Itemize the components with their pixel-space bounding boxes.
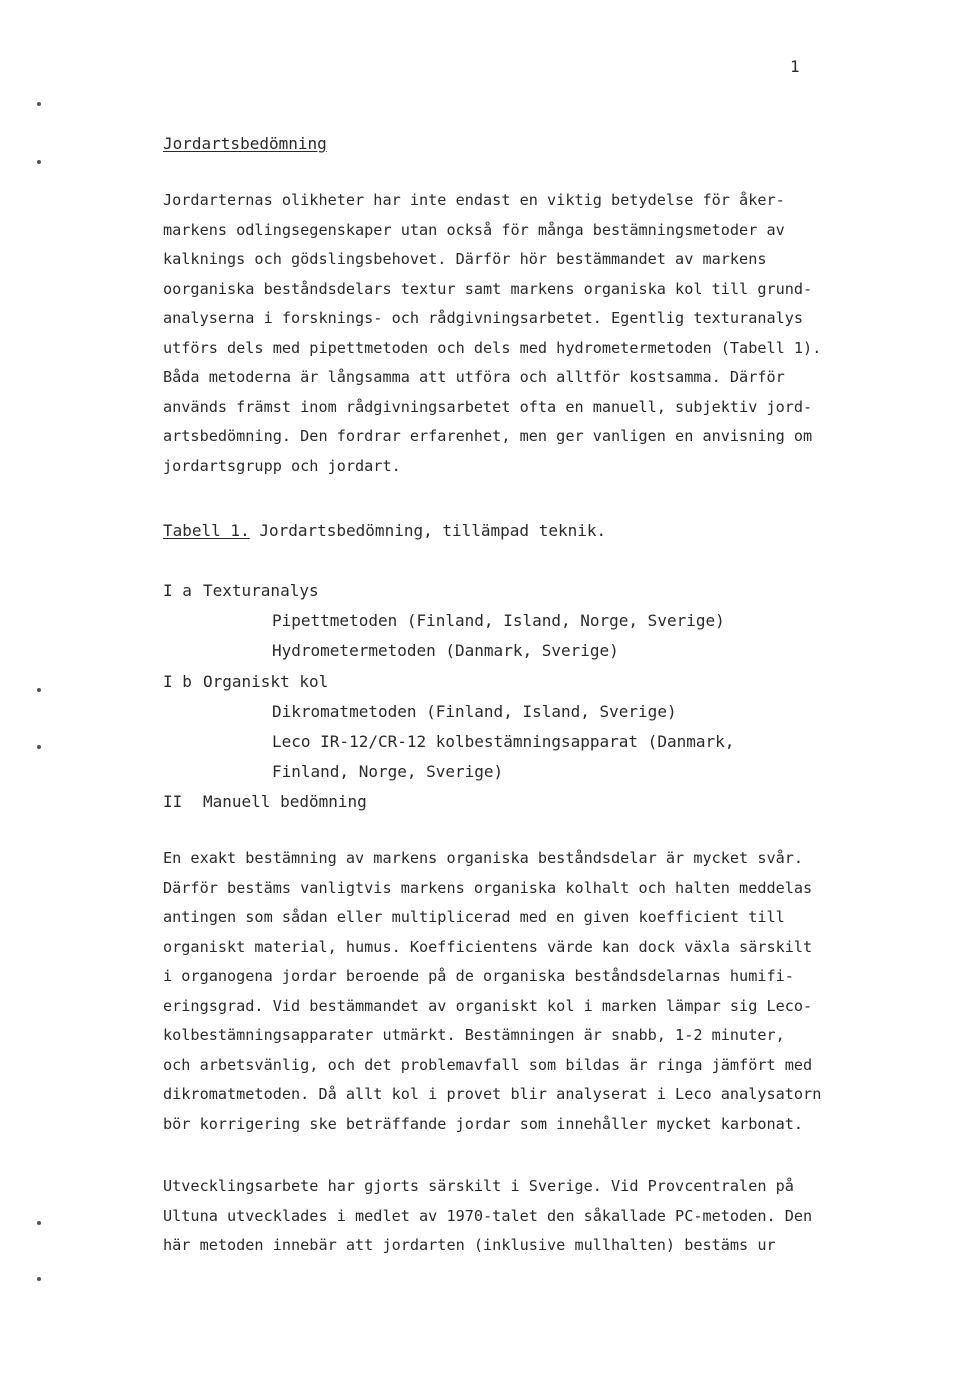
text-line: analyserna i forsknings- och rådgivningsarbetet. Egentlig texturanalys [163,309,804,327]
scan-speck [37,688,41,692]
text-line: Jordarternas olikheter har inte endast en viktig betydelse för åker- [163,191,785,209]
text-line: antingen som sådan eller multiplicerad med en given koefficient till [163,908,785,926]
text-line: kolbestämningsapparater utmärkt. Bestämningen är snabb, 1-2 minuter, [163,1026,785,1044]
category-number: I b [163,671,192,691]
category-number: II [163,792,183,812]
scan-speck [37,102,41,106]
page-number: 1 [790,57,800,76]
scan-speck [37,745,41,749]
table-caption-text: Jordartsbedömning, tillämpad teknik. [249,521,607,540]
section-heading: Jordartsbedömning [163,134,327,153]
category-title: Texturanalys [203,581,319,600]
category-row [163,667,734,697]
text-line: eringsgrad. Vid bestämmandet av organiskt kol i marken lämpar sig Leco- [163,996,813,1015]
text-line: Ultuna utvecklades i medlet av 1970-talet den såkallade PC-metoden. Den [163,1206,813,1225]
text-line: här metoden innebär att jordarten (inklusive mullhalten) bestäms ur [163,1236,776,1254]
table-caption [163,520,606,542]
paragraph-intro [163,186,883,481]
paragraph-development [163,1172,883,1261]
paragraph-organic-carbon [163,844,883,1139]
text-line: och arbetsvänlig, och det problemavfall som bildas är ringa jämfört med [163,1055,813,1074]
text-line: organiskt material, humus. Koefficientens värde kan dock växla särskilt [163,937,813,956]
text-line: oorganiska beståndsdelars textur samt markens organiska kol till grund- [163,279,813,298]
method-row: Pipettmetoden (Finland, Island, Norge, Sverige) [272,611,725,631]
category-number: I a [163,581,192,600]
text-line: jordartsgrupp och jordart. [163,456,401,475]
text-line: Utvecklingsarbete har gjorts särskilt i Sverige. Vid Provcentralen på [163,1177,794,1195]
text-line: bör korrigering ske beträffande jordar som innehåller mycket karbonat. [163,1114,804,1133]
text-line: används främst inom rådgivningsarbetet ofta en manuell, subjektiv jord- [163,397,813,416]
text-line: artsbedömning. Den fordrar erfarenhet, men ger vanligen en anvisning om [163,427,813,445]
category-title: Manuell bedömning [203,792,367,812]
text-line: Båda metoderna är långsamma att utföra och alltför kostsamma. Därför [163,368,785,386]
text-line: i organogena jordar beroende på de organiska beståndsdelarnas humifi- [163,967,794,985]
method-row: Leco IR-12/CR-12 kolbestämningsapparat (Danmark, [272,731,735,751]
text-line: Därför bestäms vanligtvis markens organiska kolhalt och halten meddelas [163,878,813,897]
text-line: kalknings och gödslingsbehovet. Därför hör bestämmandet av markens [163,250,767,268]
category-row [163,787,734,817]
text-line: En exakt bestämning av markens organiska beståndsdelar är mycket svår. [163,849,804,867]
text-line: markens odlingsegenskaper utan också för många bestämningsmetoder av [163,220,785,239]
category-title: Organiskt kol [203,671,329,691]
category-row [163,576,734,606]
text-line: dikromatmetoden. Då allt kol i provet blir analyserat i Leco analysatorn [163,1085,822,1103]
table-caption-label: Tabell 1. [163,521,250,540]
method-row: Finland, Norge, Sverige) [272,762,504,782]
method-list [163,576,734,818]
scan-speck [37,1221,41,1225]
scan-speck [37,1277,41,1281]
method-row: Hydrometermetoden (Danmark, Sverige) [272,641,619,661]
scan-speck [37,160,41,164]
text-line: utförs dels med pipettmetoden och dels med hydrometermetoden (Tabell 1). [163,338,822,357]
method-row: Dikromatmetoden (Finland, Island, Sverige) [272,701,677,721]
